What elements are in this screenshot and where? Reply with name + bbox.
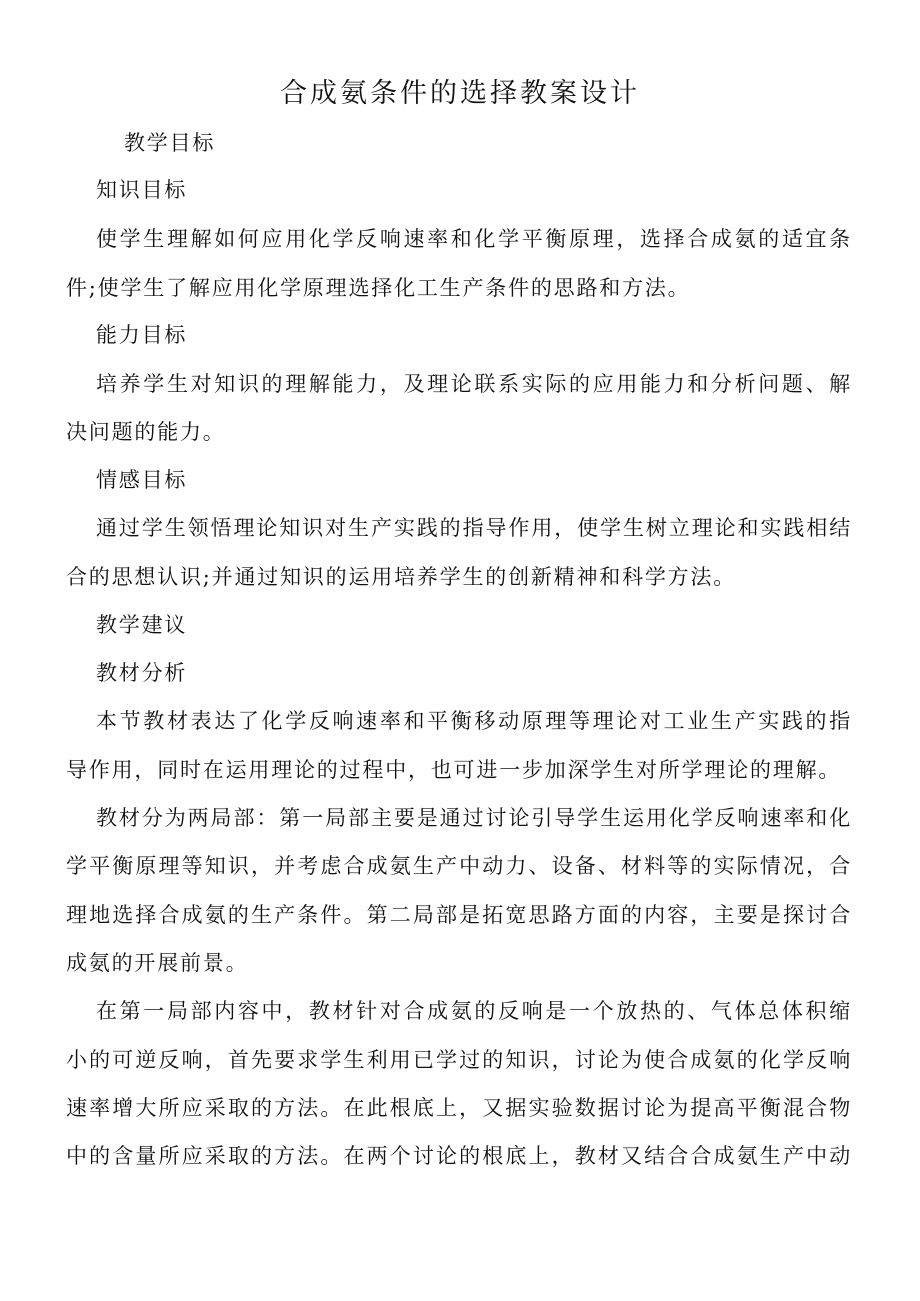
heading-teaching-goals: 教学目标: [124, 131, 216, 155]
paragraph-line: 通过学生领悟理论知识对生产实践的指导作用，使学生树立理论和实践相结: [96, 516, 852, 540]
heading-teaching-suggestions: 教学建议: [96, 613, 188, 637]
heading-ability-goals: 能力目标: [96, 323, 188, 347]
heading-material-analysis: 教材分析: [96, 661, 188, 685]
paragraph-line: 中的含量所应采取的方法。在两个讨论的根底上，教材又结合合成氨生产中动: [66, 1144, 852, 1168]
paragraph-line: 速率增大所应采取的方法。在此根底上，又据实验数据讨论为提高平衡混合物: [66, 1096, 852, 1120]
paragraph-line: 合的思想认识;并通过知识的运用培养学生的创新精神和科学方法。: [66, 565, 737, 589]
paragraph-line: 培养学生对知识的理解能力，及理论联系实际的应用能力和分析问题、解: [96, 372, 852, 396]
paragraph-line: 小的可逆反响，首先要求学生利用已学过的知识，讨论为使合成氨的化学反响: [66, 1048, 852, 1072]
paragraph-line: 件;使学生了解应用化学原理选择化工生产条件的思路和方法。: [66, 276, 691, 300]
paragraph-line: 学平衡原理等知识，并考虑合成氨生产中动力、设备、材料等的实际情况，合: [66, 854, 852, 878]
paragraph-line: 教材分为两局部：第一局部主要是通过讨论引导学生运用化学反响速率和化: [96, 806, 852, 830]
paragraph-line: 决问题的能力。: [66, 420, 226, 444]
paragraph-line: 使学生理解如何应用化学反响速率和化学平衡原理，选择合成氨的适宜条: [96, 227, 852, 251]
heading-knowledge-goals: 知识目标: [96, 178, 188, 202]
paragraph-line: 导作用，同时在运用理论的过程中，也可进一步加深学生对所学理论的理解。: [66, 758, 842, 782]
heading-emotion-goals: 情感目标: [96, 468, 188, 492]
paragraph-line: 理地选择合成氨的生产条件。第二局部是拓宽思路方面的内容，主要是探讨合: [66, 903, 852, 927]
paragraph-line: 在第一局部内容中，教材针对合成氨的反响是一个放热的、气体总体积缩: [96, 999, 852, 1023]
paragraph-line: 成氨的开展前景。: [66, 951, 249, 975]
document-title: 合成氨条件的选择教案设计: [280, 78, 640, 109]
paragraph-line: 本节教材表达了化学反响速率和平衡移动原理等理论对工业生产实践的指: [96, 709, 852, 733]
